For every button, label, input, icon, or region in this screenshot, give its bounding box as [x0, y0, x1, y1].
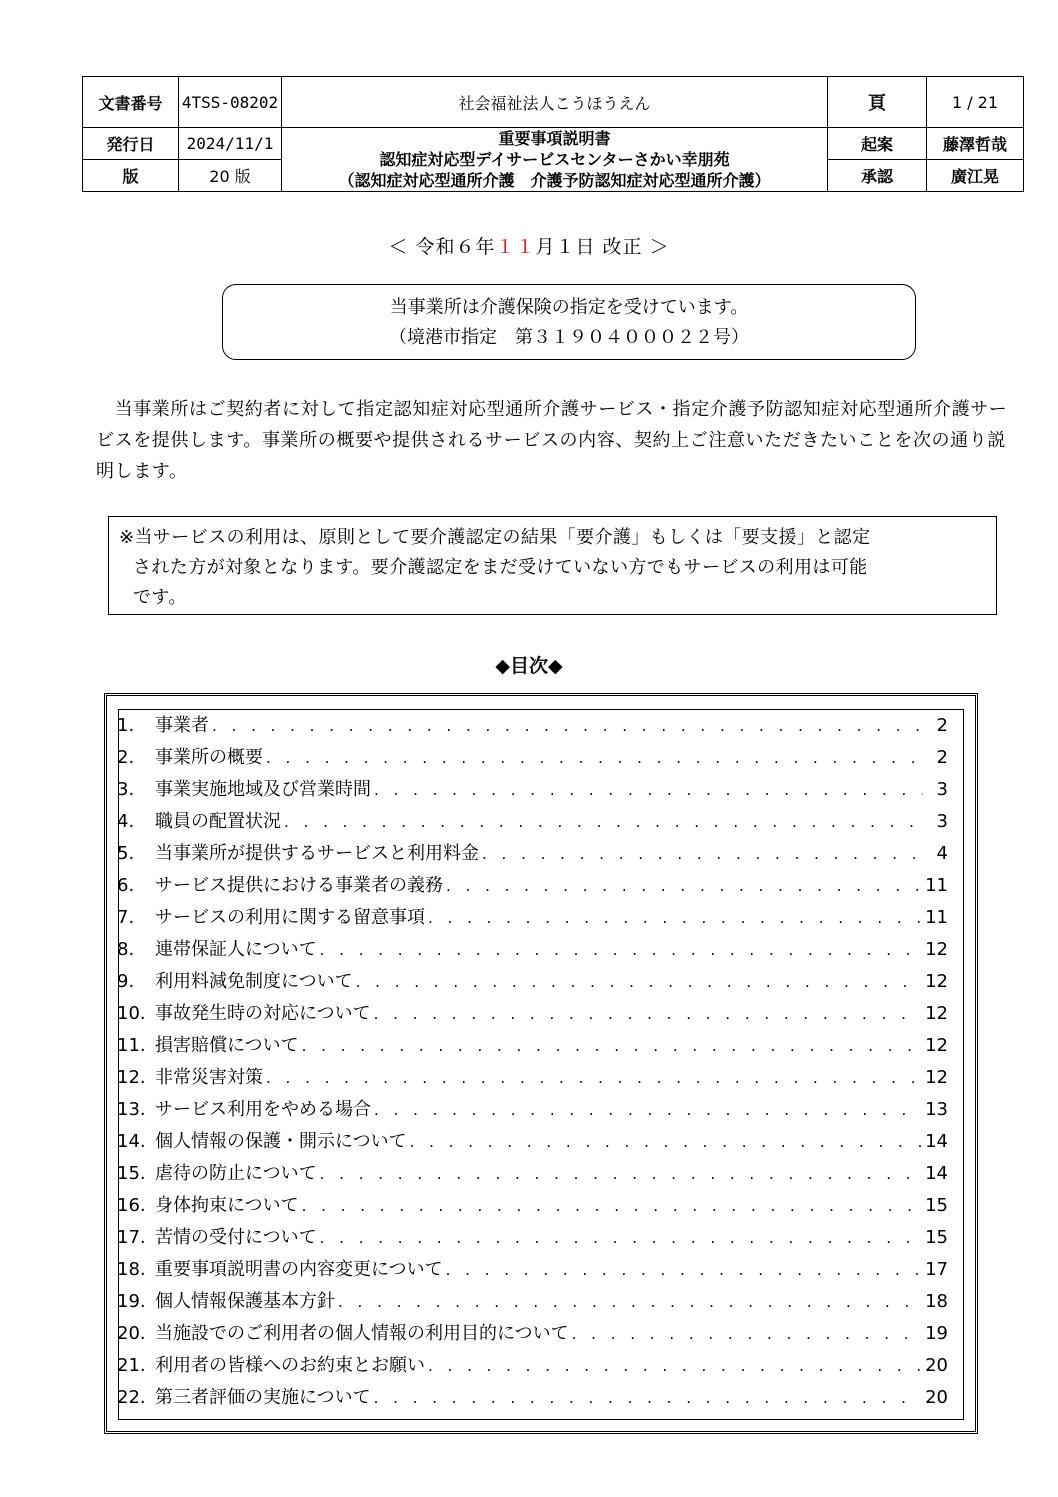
draft-label: 起案: [828, 128, 927, 160]
toc-item[interactable]: [117, 967, 948, 999]
toc-leader-dots: [428, 1357, 922, 1375]
toc-item-number: 21.: [117, 1355, 146, 1376]
toc-item-number: 19.: [117, 1291, 146, 1312]
toc-item[interactable]: [117, 1255, 948, 1287]
toc-leader-dots: [374, 1005, 922, 1023]
toc-item-title: 利用者の皆様へのお約束とお願い: [155, 1355, 425, 1376]
note-line-2: された方が対象となります。要介護認定をまだ受けていない方でもサービスの利用は可能: [133, 557, 868, 578]
intro-paragraph: 当事業所はご契約者に対して指定認知症対応型通所介護サービス・指定介護予防認知症対応型通所介護サービスを提供します。事業所の概要や提供されるサービスの内容、契約上ご注意いただきたいことを次の通り説明します。: [96, 399, 1008, 482]
toc-item-page: 12: [925, 1067, 948, 1088]
toc-leader-dots: [374, 781, 923, 799]
toc-item-page: 11: [925, 907, 948, 928]
toc-leader-dots: [374, 1389, 922, 1407]
toc-item[interactable]: [117, 999, 948, 1031]
toc-item-page: 11: [925, 875, 948, 896]
toc-item[interactable]: [117, 1223, 948, 1255]
toc-item-number: 14.: [117, 1131, 146, 1152]
toc-item-title: 第三者評価の実施について: [155, 1387, 371, 1408]
toc-item-page: 20: [925, 1387, 948, 1408]
table-of-contents: [104, 693, 978, 1434]
toc-item-title: 事業者: [155, 715, 209, 736]
title-line-3: （認知症対応型通所介護 介護予防認知症対応型通所介護）: [338, 171, 771, 190]
toc-item[interactable]: [117, 839, 948, 871]
designation-notice-box: [222, 284, 916, 360]
toc-item-title: サービス提供における事業者の義務: [155, 875, 443, 896]
eligibility-note-box: [108, 516, 997, 615]
doc-no-label: 文書番号: [83, 77, 179, 128]
toc-item-title: 個人情報の保護・開示について: [155, 1131, 407, 1152]
toc-item-page: 18: [925, 1291, 948, 1312]
toc-item-number: 1.: [117, 715, 135, 736]
toc-item[interactable]: [117, 1383, 948, 1415]
toc-item-number: 12.: [117, 1067, 146, 1088]
toc-item-title: 個人情報保護基本方針: [155, 1291, 335, 1312]
toc-leader-dots: [446, 877, 922, 895]
toc-item-page: 12: [925, 1003, 948, 1024]
revision-prefix: ＜ 令和６年: [388, 236, 496, 258]
corporation-name: 社会福祉法人こうほうえん: [282, 77, 828, 128]
toc-leader-dots: [446, 1261, 922, 1279]
toc-item-page: 20: [925, 1355, 948, 1376]
toc-leader-dots: [428, 909, 922, 927]
toc-item-number: 2.: [117, 747, 135, 768]
toc-item[interactable]: [117, 1095, 948, 1127]
toc-leader-dots: [320, 941, 922, 959]
toc-leader-dots: [212, 717, 923, 735]
document-header-table: [82, 76, 1024, 192]
approval-person: 廣江晃: [927, 160, 1024, 192]
revision-suffix: 月１日 改正 ＞: [535, 236, 670, 258]
toc-leader-dots: [266, 1069, 922, 1087]
toc-item-number: 13.: [117, 1099, 146, 1120]
approval-label: 承認: [828, 160, 927, 192]
toc-item-page: 15: [925, 1195, 948, 1216]
toc-item[interactable]: [117, 935, 948, 967]
revision-month: １１: [495, 236, 536, 258]
toc-item-page: 13: [925, 1099, 948, 1120]
toc-item-page: 4: [936, 843, 948, 864]
toc-heading: ◆目次◆: [495, 655, 563, 677]
toc-item-page: 12: [925, 971, 948, 992]
toc-item-number: 4.: [117, 811, 135, 832]
toc-item-page: 15: [925, 1227, 948, 1248]
toc-leader-dots: [338, 1293, 922, 1311]
toc-item-page: 3: [936, 811, 948, 832]
toc-item-number: 3.: [117, 779, 135, 800]
toc-item[interactable]: [117, 1319, 948, 1351]
toc-leader-dots: [266, 749, 923, 767]
toc-item-number: 15.: [117, 1163, 146, 1184]
toc-item-title: 重要事項説明書の内容変更について: [155, 1259, 443, 1280]
toc-item[interactable]: [117, 1127, 948, 1159]
toc-leader-dots: [302, 1037, 922, 1055]
toc-leader-dots: [320, 1229, 922, 1247]
toc-leader-dots: [374, 1101, 922, 1119]
toc-item-title: 非常災害対策: [155, 1067, 263, 1088]
title-line-1: 重要事項説明書: [498, 129, 611, 148]
toc-item-number: 20.: [117, 1323, 146, 1344]
issue-date-label: 発行日: [83, 128, 179, 160]
toc-item[interactable]: [117, 1351, 948, 1383]
toc-item-number: 18.: [117, 1259, 146, 1280]
toc-item-title: サービス利用をやめる場合: [155, 1099, 371, 1120]
toc-item-number: 10.: [117, 1003, 146, 1024]
toc-item-page: 12: [925, 1035, 948, 1056]
toc-item[interactable]: [117, 871, 948, 903]
doc-no-value: 4TSS-08202: [179, 77, 282, 128]
toc-item-number: 11.: [117, 1035, 146, 1056]
toc-item-page: 2: [936, 715, 948, 736]
toc-item-number: 17.: [117, 1227, 146, 1248]
toc-list: [117, 711, 948, 1415]
toc-item-number: 9.: [117, 971, 135, 992]
toc-item-number: 6.: [117, 875, 135, 896]
toc-item-page: 12: [925, 939, 948, 960]
designation-notice-line-1: 当事業所は介護保険の指定を受けています。: [389, 297, 749, 318]
toc-item-title: 職員の配置状況: [155, 811, 281, 832]
toc-item-title: 損害賠償について: [155, 1035, 299, 1056]
toc-item[interactable]: [117, 711, 948, 743]
title-line-2: 認知症対応型デイサービスセンターさかい幸朋苑: [379, 150, 730, 169]
toc-leader-dots: [410, 1133, 922, 1151]
toc-item-number: 8.: [117, 939, 135, 960]
toc-item-page: 3: [936, 779, 948, 800]
version-value: 20 版: [179, 160, 282, 192]
toc-item-title: 連帯保証人について: [155, 939, 317, 960]
toc-item-title: 虐待の防止について: [155, 1163, 317, 1184]
note-line-3: です。: [133, 587, 187, 608]
revision-date: [0, 232, 1058, 259]
toc-leader-dots: [356, 973, 922, 991]
toc-item[interactable]: [117, 743, 948, 775]
draft-person: 藤澤哲哉: [927, 128, 1024, 160]
toc-item-page: 14: [925, 1131, 948, 1152]
toc-item-number: 5.: [117, 843, 135, 864]
toc-item[interactable]: [117, 1063, 948, 1095]
toc-item[interactable]: [117, 775, 948, 807]
toc-item-title: 身体拘束について: [155, 1195, 299, 1216]
toc-item-number: 22.: [117, 1387, 146, 1408]
toc-item-title: 利用料減免制度について: [155, 971, 353, 992]
toc-item-title: 苦情の受付について: [155, 1227, 317, 1248]
toc-item[interactable]: [117, 1159, 948, 1191]
toc-item-page: 19: [925, 1323, 948, 1344]
page-label: 頁: [828, 77, 927, 128]
toc-item-number: 7.: [117, 907, 135, 928]
toc-leader-dots: [302, 1197, 922, 1215]
toc-item-number: 16.: [117, 1195, 146, 1216]
toc-leader-dots: [320, 1165, 922, 1183]
toc-item[interactable]: [117, 1031, 948, 1063]
toc-leader-dots: [482, 845, 923, 863]
toc-item[interactable]: [117, 1191, 948, 1223]
page-value: 1 / 21: [927, 77, 1024, 128]
toc-leader-dots: [284, 813, 923, 831]
document-title: [282, 128, 828, 192]
toc-item-page: 2: [936, 747, 948, 768]
note-line-1: ※当サービスの利用は、原則として要介護認定の結果「要介護」もしくは「要支援」と認定: [119, 527, 871, 548]
toc-item[interactable]: [117, 1287, 948, 1319]
toc-item-page: 14: [925, 1163, 948, 1184]
toc-item-title: 当施設でのご利用者の個人情報の利用目的について: [155, 1323, 569, 1344]
toc-leader-dots: [572, 1325, 922, 1343]
toc-item-title: サービスの利用に関する留意事項: [155, 907, 425, 928]
toc-item[interactable]: [117, 903, 948, 935]
toc-item-page: 17: [925, 1259, 948, 1280]
toc-item-title: 事業実施地域及び営業時間: [155, 779, 371, 800]
issue-date-value: 2024/11/1: [179, 128, 282, 160]
version-label: 版: [83, 160, 179, 192]
toc-item[interactable]: [117, 807, 948, 839]
toc-item-title: 当事業所が提供するサービスと利用料金: [155, 843, 479, 864]
toc-item-title: 事故発生時の対応について: [155, 1003, 371, 1024]
designation-notice-line-2: （境港市指定 第３１９０４０００２２号）: [389, 327, 749, 348]
toc-item-title: 事業所の概要: [155, 747, 263, 768]
